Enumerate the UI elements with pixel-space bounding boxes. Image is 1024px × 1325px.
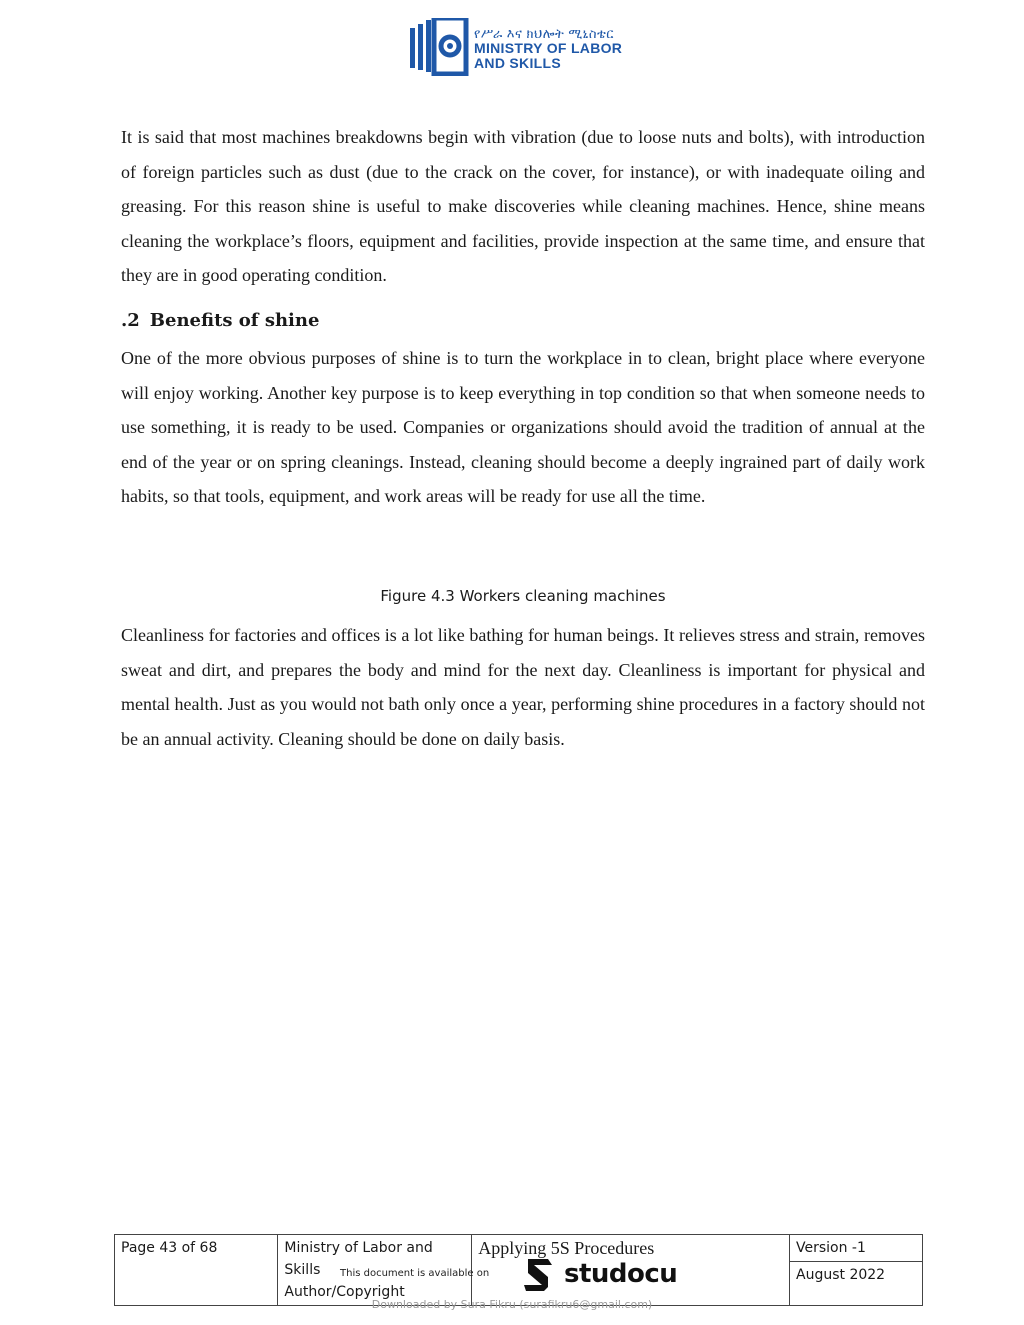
ministry-logo [408, 18, 638, 78]
studocu-logo[interactable] [522, 1254, 677, 1294]
footer-author-line-3: Author/Copyright [284, 1284, 405, 1300]
footer-author-line-1: Ministry of Labor and [284, 1240, 433, 1256]
page-content [121, 120, 925, 756]
footer-title: Applying 5S Procedures [472, 1235, 790, 1306]
section-number: .2 [121, 309, 140, 331]
logo-line-1: MINISTRY OF LABOR [474, 40, 623, 56]
paragraph-1: It is said that most machines breakdowns begin with vibration (due to loose nuts and bolts), with introduction of foreign particles such as dust (due to the crack on the cover, for instance), or with inadequate oiling and greasing. For this reason shine is useful to make discoveries while cleaning machines. Hence, shine means cleaning the workplace’s floors, equipment and facilities, provide inspection at the same time, and ensure that they are in good operating condition. [121, 127, 925, 286]
ministry-emblem-icon [408, 18, 470, 76]
logo-line-2: AND SKILLS [474, 55, 561, 71]
section-title: Benefits of shine [149, 309, 320, 331]
page-footer [114, 1234, 923, 1306]
footer-version: Version -1 [790, 1235, 922, 1262]
figure-caption: Figure 4.3 Workers cleaning machines [380, 586, 666, 605]
studocu-mark-icon [522, 1255, 558, 1293]
footer-version-cell [790, 1235, 923, 1306]
paragraph-2: One of the more obvious purposes of shine is to turn the workplace in to clean, bright place where everyone will enjoy working. Another key purpose is to keep everything in top condition so that when someone needs to use something, it is ready to be used. Companies or organizations should avoid the tradition of annual at the end of the year or on spring cleanings. Instead, cleaning should become a deeply ingrained part of daily work habits, so that tools, equipment, and work areas will be ready for use all the time. [121, 347, 925, 507]
logo-amharic-text: የሥራ እና ክህሎት ሚኒስቴር [474, 26, 614, 41]
available-on-text: This document is available on [340, 1268, 490, 1279]
footer-author-line-2: Skills [284, 1262, 321, 1278]
section-heading [121, 307, 925, 335]
footer-page-number: Page 43 of 68 [115, 1235, 278, 1306]
footer-date: August 2022 [796, 1267, 886, 1283]
download-note: Downloaded by Sura Fikru (surafikru6@gmail.com) [371, 1298, 653, 1311]
studocu-brand-text: studocu [564, 1259, 678, 1289]
paragraph-3: Cleanliness for factories and offices is a lot like bathing for human beings. It relieves stress and strain, removes sweat and dirt, and prepares the body and mind for the next day. Cleanliness is important for physical and mental health. Just as you would not bath only once a year, performing shine procedures in a factory should not be an annual activity. Cleaning should be done on daily basis. [121, 624, 925, 749]
logo-text [474, 26, 622, 71]
